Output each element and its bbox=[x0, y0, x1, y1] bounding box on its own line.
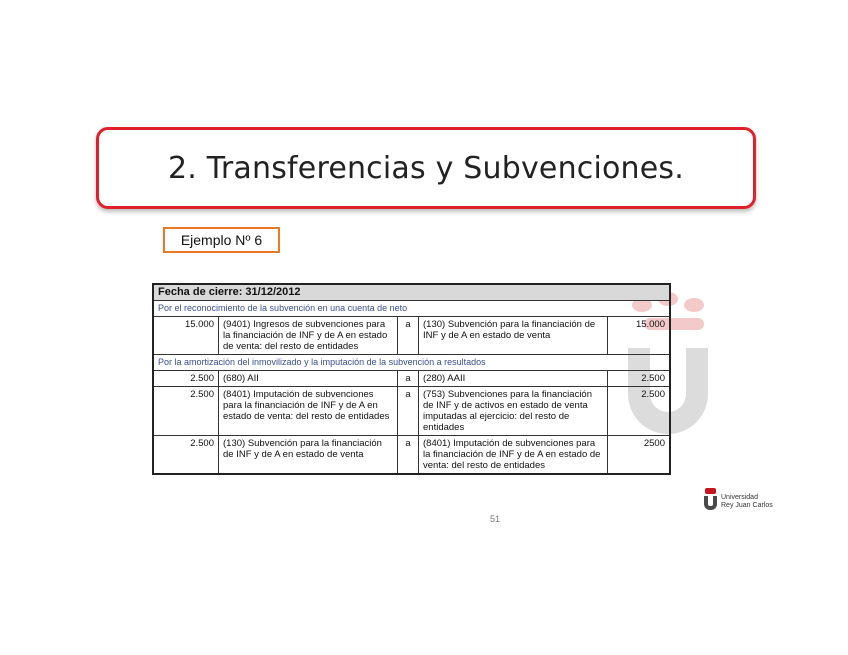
credit-amount: 2500 bbox=[608, 436, 671, 475]
table-header-row bbox=[153, 284, 670, 301]
debit-amount: 15.000 bbox=[153, 317, 219, 355]
section-amortization: Por la amortización del inmovilizado y la imputación de la subvención a resultados bbox=[153, 355, 670, 371]
table-row bbox=[153, 317, 670, 355]
debit-account: (130) Subvención para la financiación de INF y de A en estado de venta bbox=[219, 436, 398, 475]
example-label: Ejemplo Nº 6 bbox=[163, 227, 280, 253]
credit-account: (753) Subvenciones para la financiación de INF y de activos en estado de venta imputadas al ejercicio: del resto de entidades bbox=[419, 387, 608, 436]
urjc-logo-icon bbox=[704, 488, 717, 510]
debit-account: (680) AII bbox=[219, 371, 398, 387]
credit-account: (130) Subvención para la financiación de INF y de A en estado de venta bbox=[419, 317, 608, 355]
separator: a bbox=[398, 387, 419, 436]
page-number: 51 bbox=[490, 514, 501, 524]
title-box bbox=[96, 127, 756, 209]
section-row bbox=[153, 355, 670, 371]
credit-amount: 2.500 bbox=[608, 371, 671, 387]
closing-date-header: Fecha de cierre: 31/12/2012 bbox=[153, 284, 670, 301]
credit-amount: 15.000 bbox=[608, 317, 671, 355]
credit-account: (8401) Imputación de subvenciones para la financiación de INF y de A en estado de venta: del resto de entidades bbox=[419, 436, 608, 475]
section-recognition: Por el reconocimiento de la subvención en una cuenta de neto bbox=[153, 301, 670, 317]
table-row bbox=[153, 387, 670, 436]
separator: a bbox=[398, 317, 419, 355]
table-row bbox=[153, 436, 670, 475]
credit-account: (280) AAII bbox=[419, 371, 608, 387]
debit-amount: 2.500 bbox=[153, 387, 219, 436]
debit-amount: 2.500 bbox=[153, 371, 219, 387]
separator: a bbox=[398, 371, 419, 387]
table-row bbox=[153, 371, 670, 387]
debit-amount: 2.500 bbox=[153, 436, 219, 475]
section-row bbox=[153, 301, 670, 317]
logo-line1: Universidad bbox=[721, 494, 758, 501]
university-logo bbox=[704, 488, 773, 510]
debit-account: (9401) Ingresos de subvenciones para la financiación de INF y de A en estado de venta: del resto de entidades bbox=[219, 317, 398, 355]
slide-title: 2. Transferencias y Subvenciones. bbox=[167, 150, 684, 186]
credit-amount: 2.500 bbox=[608, 387, 671, 436]
debit-account: (8401) Imputación de subvenciones para la financiación de INF y de A en estado de venta: del resto de entidades bbox=[219, 387, 398, 436]
separator: a bbox=[398, 436, 419, 475]
accounting-table bbox=[152, 283, 671, 475]
logo-line2: Rey Juan Carlos bbox=[721, 502, 773, 509]
